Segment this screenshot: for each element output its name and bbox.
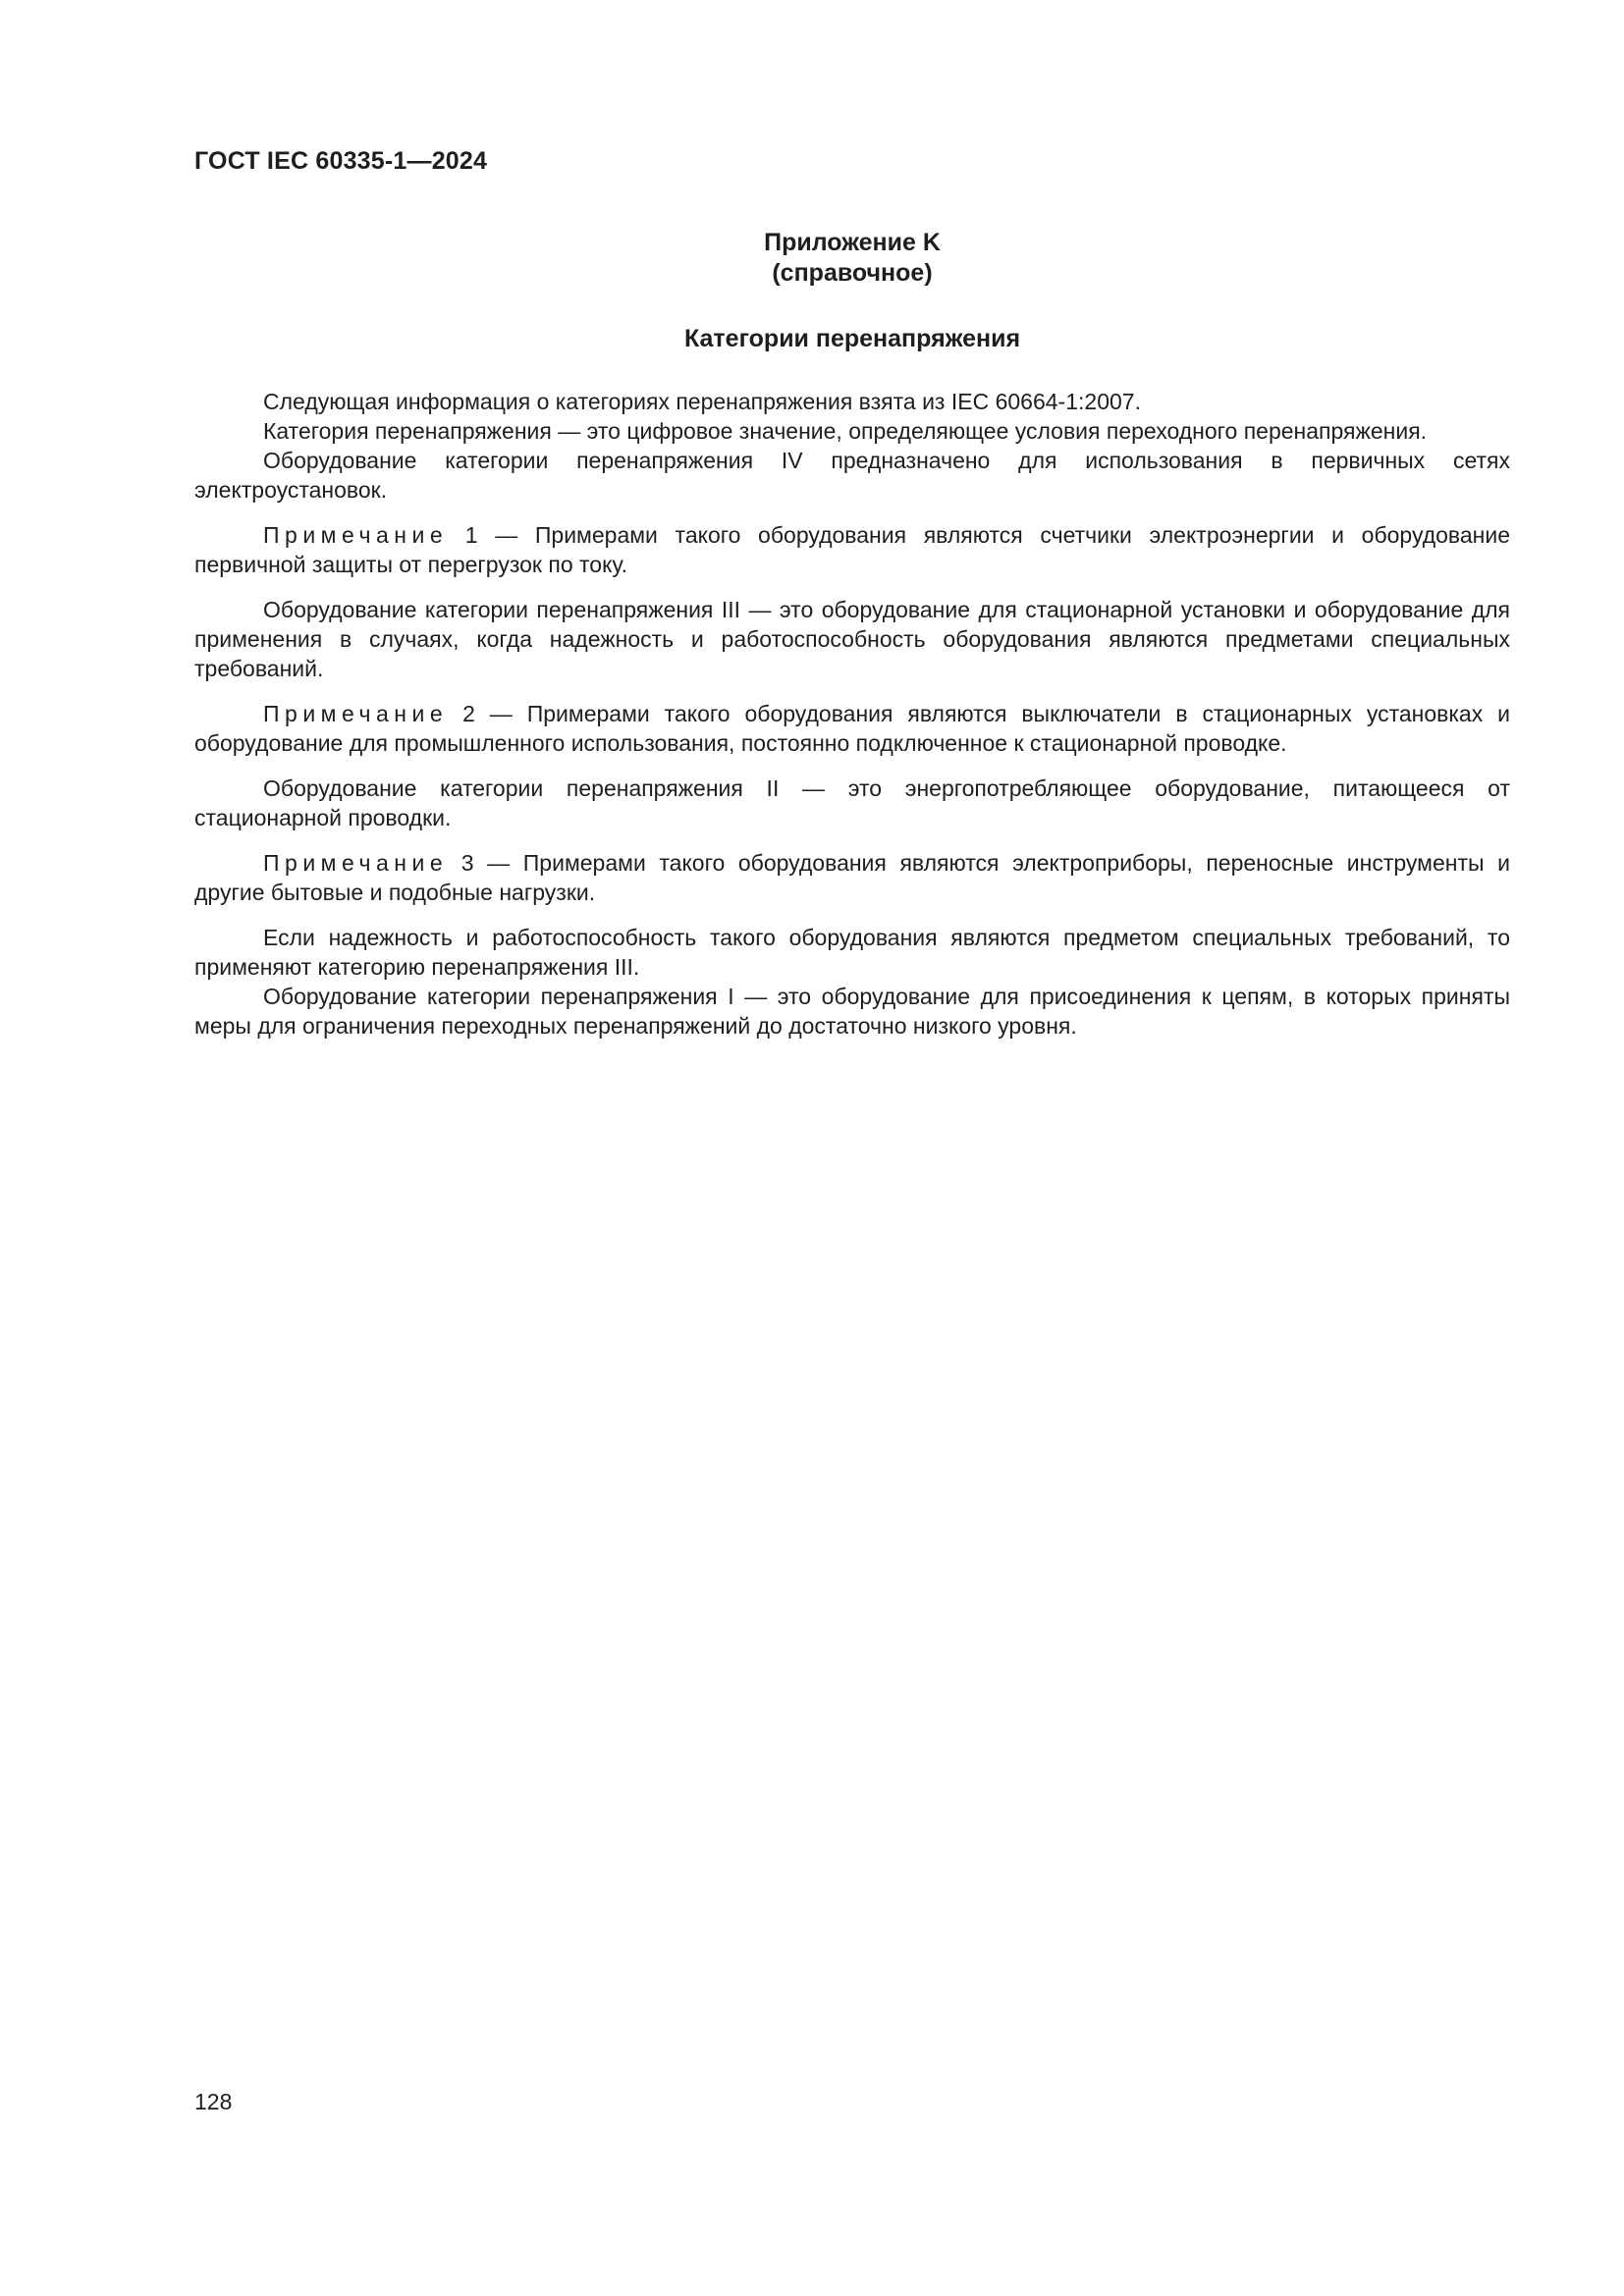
annex-subtitle: (справочное) (772, 259, 933, 287)
paragraph-5: Оборудование категории перенапряжения II — это энергопотребляющее оборудование, питающееся от стационарной проводки. (194, 775, 1510, 830)
paragraph-3: Оборудование категории перенапряжения IV предназначено для использования в первичных сетях электроустановок. (194, 448, 1510, 503)
annex-title: Приложение K (764, 229, 941, 256)
note-1 (194, 520, 1510, 579)
note-3-text: 3 — Примерами такого оборудования являются электроприборы, переносные инструменты и другие бытовые и подобные нагрузки. (194, 850, 1510, 905)
page-number: 128 (194, 2089, 233, 2114)
paragraph-4: Оборудование категории перенапряжения III — это оборудование для стационарной установки и оборудование для применения в случаях, когда надежность и работоспособность оборудования являются предметами специальных требований. (194, 597, 1510, 681)
body-text (194, 387, 1510, 1041)
note-2 (194, 699, 1510, 758)
note-3-label: Примечание (263, 850, 449, 876)
paragraph-7: Оборудование категории перенапряжения I — это оборудование для присоединения к цепям, в которых приняты меры для ограничения переходных перенапряжений до достаточно низкого уровня. (194, 984, 1510, 1039)
paragraph-1: Следующая информация о категориях перенапряжения взята из IEC 60664-1:2007. (263, 389, 1141, 414)
paragraph-2: Категория перенапряжения — это цифровое значение, определяющее условия переходного перенапряжения. (263, 418, 1428, 444)
note-2-label: Примечание (263, 701, 449, 726)
note-3 (194, 848, 1510, 907)
note-1-label: Примечание (263, 522, 449, 548)
note-1-text: 1 — Примерами такого оборудования являются счетчики электроэнергии и оборудование первичной защиты от перегрузок по току. (194, 522, 1510, 577)
paragraph-6: Если надежность и работоспособность такого оборудования являются предметом специальных требований, то применяют категорию перенапряжения III. (194, 925, 1510, 980)
section-title: Категории перенапряжения (683, 325, 1021, 352)
note-2-text: 2 — Примерами такого оборудования являются выключатели в стационарных установках и оборудование для промышленного использования, постоянно подключенное к стационарной проводке. (194, 701, 1510, 756)
document-code: ГОСТ IEC 60335-1—2024 (194, 147, 488, 175)
